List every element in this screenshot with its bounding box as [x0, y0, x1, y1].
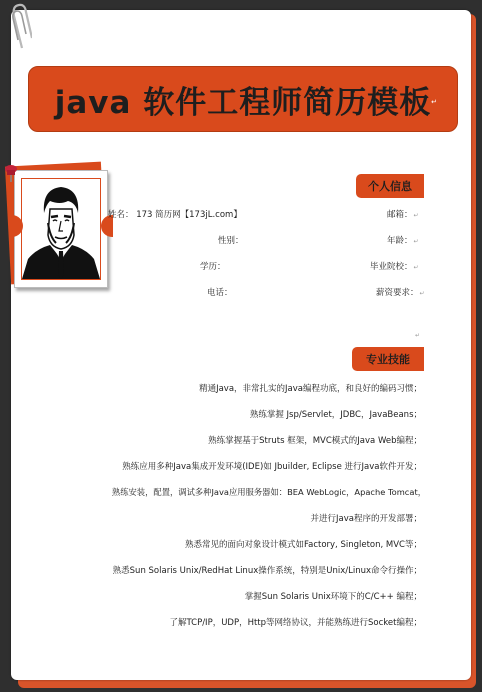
- skill-item: 熟练安装，配置，调试多种Java应用服务器如：BEA WebLogic，Apache Tomcat，: [111, 487, 426, 497]
- portrait-illustration: [22, 179, 100, 279]
- school-label: 毕业院校：: [370, 262, 413, 272]
- skill-item: 熟练掌握 Jsp/Servlet，JDBC，JavaBeans；: [249, 410, 422, 420]
- salary-field: 薪资要求：↵: [376, 288, 425, 298]
- email-label: 邮箱：: [387, 210, 413, 220]
- skill-item: 并进行Java程序的开发部署；: [310, 514, 422, 524]
- skill-item: 熟练掌握基于Struts 框架，MVC模式的Java Web编程；: [208, 436, 422, 446]
- skill-item: 熟悉常见的面向对象设计模式如Factory, Singleton, MVC等；: [185, 540, 422, 550]
- paragraph-mark: ↵: [415, 332, 421, 339]
- salary-label: 薪资要求：: [376, 288, 419, 298]
- skills-heading: 专业技能: [352, 347, 424, 371]
- skill-item: 熟练应用多种Java集成开发环境(IDE)如 Jbuilder, Eclipse 进行Java软件开发；: [122, 462, 422, 472]
- phone-field: [207, 286, 233, 298]
- skill-item: 精通Java，非常扎实的Java编程功底，和良好的编码习惯；: [199, 384, 422, 394]
- gender-label: 性别：: [218, 236, 244, 246]
- page-title: java 软件工程师简历模板: [54, 84, 432, 121]
- skill-item: 熟悉Sun Solaris Unix/RedHat Linux操作系统，特别是Unix/Linux命令行操作；: [112, 566, 422, 576]
- gender-field: [218, 234, 244, 246]
- photo-frame: [14, 170, 108, 288]
- phone-label: 电话：: [207, 288, 233, 298]
- name-label: 姓名：: [108, 210, 134, 220]
- school-field: 毕业院校：↵: [370, 262, 419, 272]
- paperclip-icon: [8, 0, 32, 50]
- pushpin-icon: [4, 164, 18, 182]
- age-field: 年龄：↵: [387, 236, 419, 246]
- email-field: 邮箱：↵: [387, 210, 419, 220]
- paragraph-mark: ↵: [431, 98, 437, 106]
- education-label: 学历：: [200, 262, 226, 272]
- title-banner: [28, 66, 458, 132]
- portrait-photo: [21, 178, 101, 280]
- skill-item: 掌握Sun Solaris Unix环境下的C/C++ 编程；: [244, 592, 422, 602]
- name-value: 173 简历网【173jL.com】: [136, 210, 242, 220]
- age-label: 年龄：: [387, 236, 413, 246]
- education-field: [200, 260, 226, 272]
- name-field: [108, 208, 242, 220]
- personal-info-heading: 个人信息: [356, 174, 424, 198]
- skill-item: 了解TCP/IP，UDP，Http等网络协议，并能熟练进行Socket编程；: [169, 618, 422, 628]
